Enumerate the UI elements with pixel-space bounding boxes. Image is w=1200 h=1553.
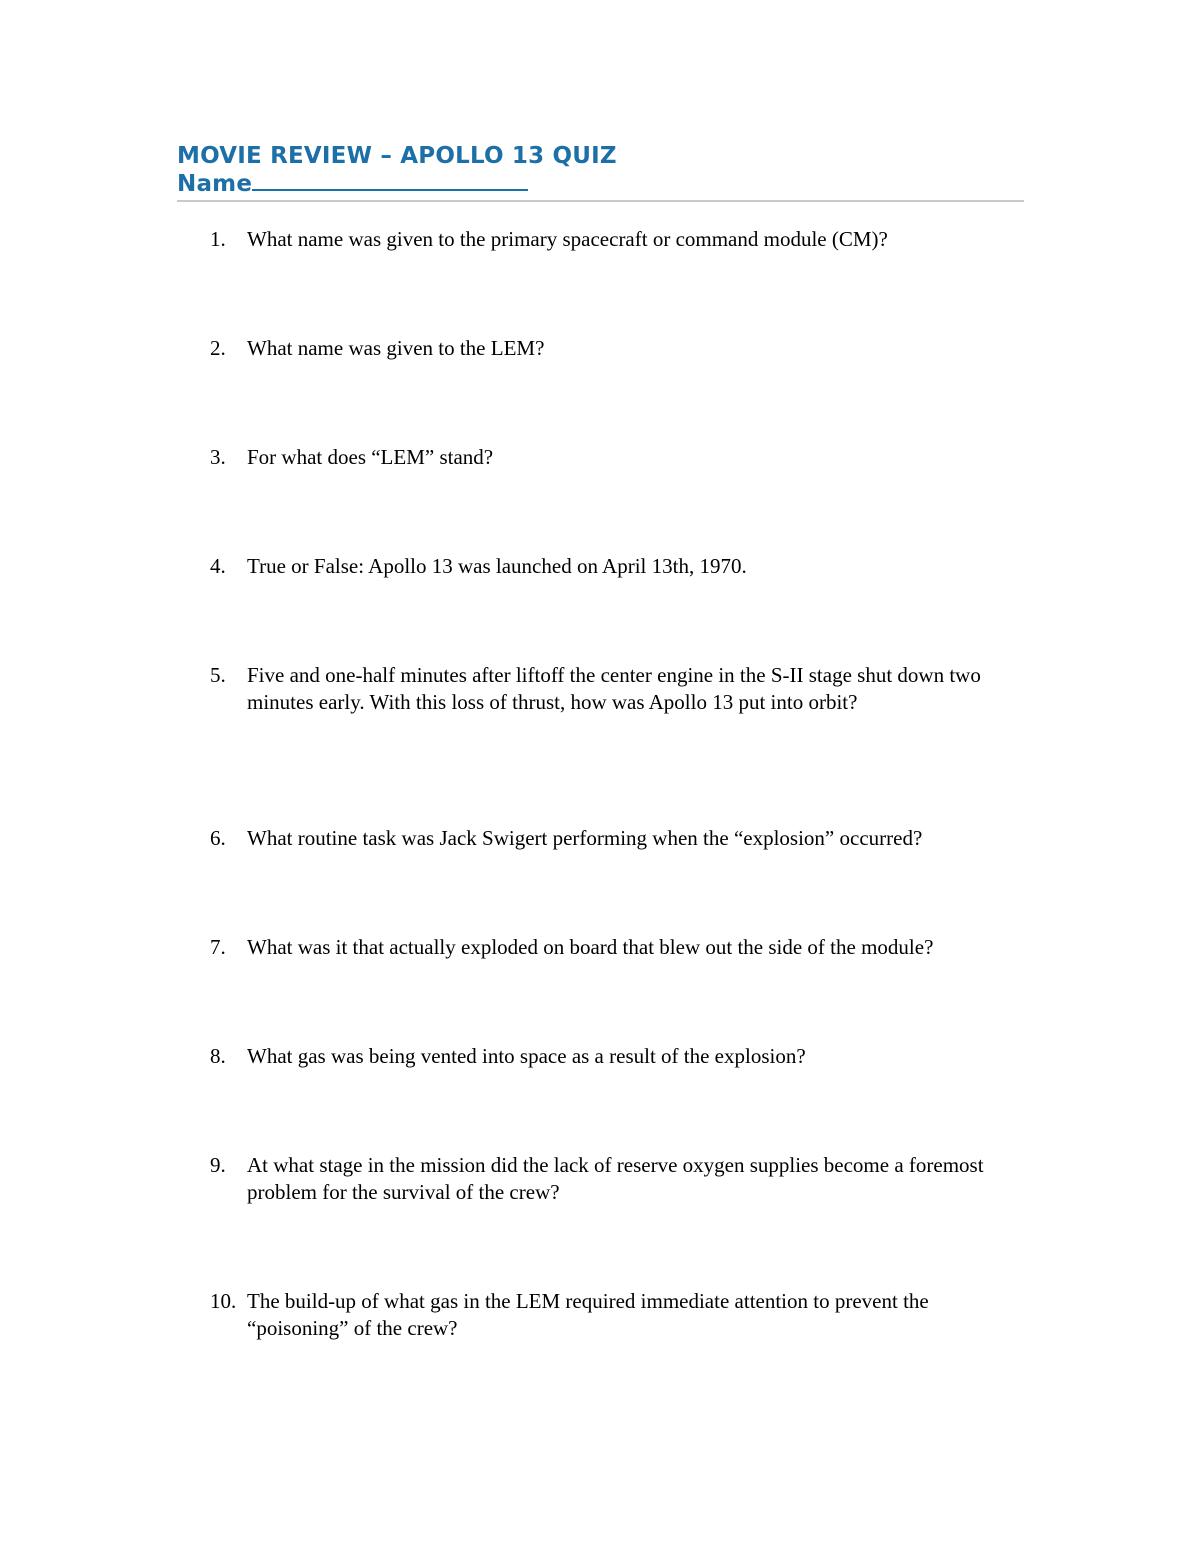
- question-text: What was it that actually exploded on board that blew out the side of the module?: [247, 935, 934, 959]
- question-10: [210, 1288, 1040, 1342]
- question-number: 6.: [210, 826, 226, 850]
- question-text: At what stage in the mission did the lack of reserve oxygen supplies become a foremost problem for the survival of the crew?: [247, 1153, 984, 1204]
- question-number: 2.: [210, 336, 226, 360]
- question-text: Five and one-half minutes after liftoff the center engine in the S-II stage shut down two minutes early. With this loss of thrust, how was Apollo 13 put into orbit?: [247, 663, 981, 714]
- name-label: Name: [177, 171, 253, 197]
- question-1: [210, 226, 1040, 253]
- question-9: [210, 1152, 1040, 1206]
- question-text: What gas was being vented into space as a result of the explosion?: [247, 1044, 806, 1068]
- page-title: MOVIE REVIEW – APOLLO 13 QUIZ: [177, 143, 617, 169]
- name-blank-underline: [252, 171, 528, 191]
- question-text: The build-up of what gas in the LEM required immediate attention to prevent the “poisoning” of the crew?: [247, 1289, 929, 1340]
- question-number: 9.: [210, 1153, 226, 1177]
- question-number: 8.: [210, 1044, 226, 1068]
- question-number: 4.: [210, 554, 226, 578]
- question-4: [210, 553, 1040, 580]
- question-number: 7.: [210, 935, 226, 959]
- question-5: [210, 662, 1040, 716]
- question-8: [210, 1043, 1040, 1070]
- question-2: [210, 335, 1040, 362]
- question-text: What name was given to the LEM?: [247, 336, 545, 360]
- question-text: What routine task was Jack Swigert performing when the “explosion” occurred?: [247, 826, 923, 850]
- question-3: [210, 444, 1040, 471]
- question-6: [210, 825, 1040, 852]
- question-number: 5.: [210, 663, 226, 687]
- quiz-header: [177, 142, 1024, 202]
- name-field-line: [177, 170, 1024, 198]
- question-number: 1.: [210, 227, 226, 251]
- question-number: 10.: [210, 1289, 237, 1313]
- question-text: For what does “LEM” stand?: [247, 445, 494, 469]
- question-number: 3.: [210, 445, 226, 469]
- question-text: What name was given to the primary spacecraft or command module (CM)?: [247, 227, 888, 251]
- question-text: True or False: Apollo 13 was launched on April 13th, 1970.: [247, 554, 747, 578]
- question-7: [210, 934, 1040, 961]
